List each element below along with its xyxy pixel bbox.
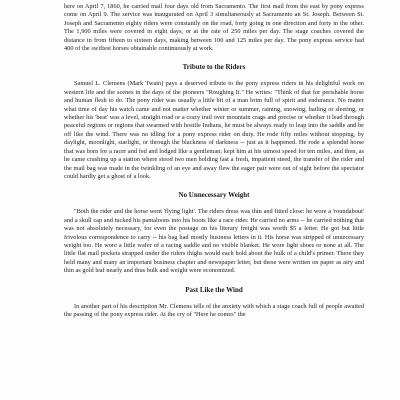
section-heading-weight: No Unnecessary Weight [178,191,250,200]
spacer [64,276,364,286]
spacer [64,295,364,303]
spacer [64,200,364,208]
intro-paragraph: here on April 7, 1860, he carried mail four days old from Sacramento. The first mail from the east by pony express come on April 9. The service was inaugurated on April 3 simultaneously at Sacramento an St. Joseph. Between St. Joseph and Sacramento eighty riders were constantly on the road, forty going in one direction and forty in the other. The 1,900 miles were covered in eight days, or at the rate of 250 miles per day. The stage coaches covered the distance in from fifteen to sixteen days, making between 100 and 125 miles per day. The pony express service had 400 of the swiftest horses obtainable continuously at work. [64,3,364,53]
spacer [64,53,364,63]
section-paragraph-tribute: Samuel L. Clemens (Mark Twain) pays a deserved tribute to the pony express riders in his delightful work on western life and the scenes in the days of the pioneers "Roughing It." He writes: "Think of that for perishable horse and human flesh to do. The pony rider was usually a little bit of a man brim full of spirit and endurance. No matter what time of day his watch came and not matter whether winter or summer, raining, snowing, hailing or sleeting, or whether his 'beat' was a level, straight road or a crazy trail over mountain crags and precise or whether it lead through peaceful regions or regions that swarmed with hostile Indians, he must be always ready to leap into the saddle and be off like the wind. There was no idling for a pony express rider on duty. He rode fifty miles without stopping, by daylight, moonlight, starlight, or through the blackness of darkness -- just as it happened. He rode a splendid horse that was born for a racer and fed and lodged like a gentleman; kept him at his utmost speed for ten miles, and then, as he came crashing up a station where stood two men holding fast a fresh, impatient steed, the transfer of the rider and the mail bag was made in the twinkling of an eye and away flew the eager pair were out of sight before the spectator could hardly get a ghost of a look. [64,80,364,180]
section-heading-tribute: Tribute to the Riders [182,63,246,72]
spacer [64,181,364,191]
section-paragraph-weight: "Both the rider and the horse went 'flying light'. The riders dress was thin and fitted close: he wore a 'roundabout' and a skull cap and tucked his pantaloons into his boots like a race rider. He carried no arms -- he carried nothing that was not absolutely necessary, for even the postage on his literary freight was worth $5 a letter. He got but little frivolous correspondence to carry -- his bag had mostly business letters in it. His horse was stripped of unnecessary weight too. He wore a little wafer of a racing saddle and no visible blanket. He wore light shoes or none at all. The little flat mail pockets strapped under the riders thighs would each hold about the bulk of a child's primer. There they held many and many an important business chapter and newspaper letter, but these were written on paper as airy and thin as gold leaf nearly and thus bulk and weight were economized. [64,208,364,275]
text-column [64,3,364,319]
spacer [64,72,364,80]
section-paragraph-wind: In another part of his description Mr. Clemens tells of the anxiety with which a stage coach full of people awaited the passing of the pony express rider. At the cry of "Here he comes" the [64,302,364,318]
section-heading-wind: Past Like the Wind [185,285,243,294]
